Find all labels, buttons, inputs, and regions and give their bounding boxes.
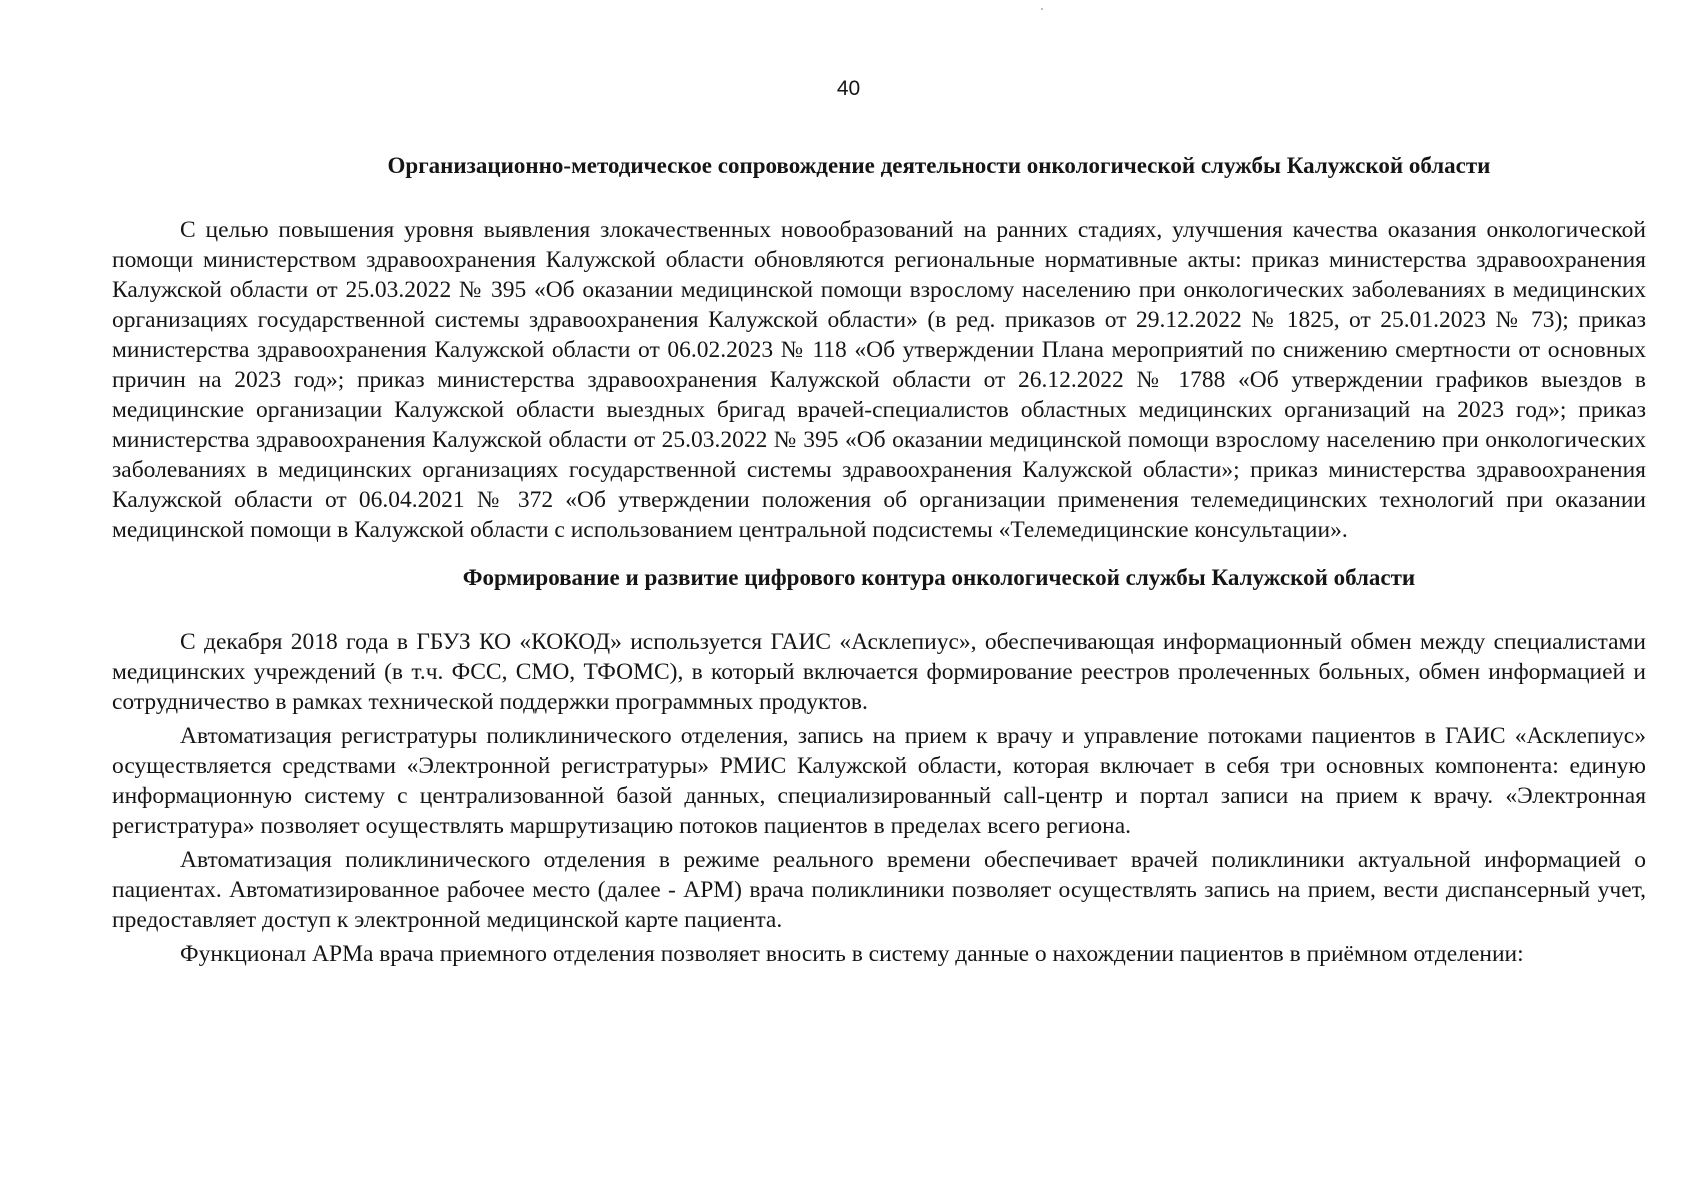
paragraph-polyclinic-automation: Автоматизация поликлинического отделения в режиме реального времени обеспечивает врачей поликлиники актуальной информацией о пациентах. Автоматизированное рабочее место (далее - АРМ) врача поликлиники позволяет осуществлять запись на прием, вести диспансерный учет, предоставляет доступ к электронной медицинской карте пациента. [112, 847, 1646, 933]
paragraph-regulatory-acts: С целью повышения уровня выявления злокачественных новообразований на ранних стадиях, улучшения качества оказания онкологической помощи министерством здравоохранения Калужской области обновляются региональные нормативные акты: приказ министерства здравоохранения Калужской области от 25.03.2022 № 395 «Об оказании медицинской помощи взрослому населению при онкологических заболеваниях в медицинских организациях государственной системы здравоохранения Калужской области» (в ред. приказов от 29.12.2022 № 1825, от 25.01.2023 № 73); приказ министерства здравоохранения Калужской области от 06.02.2023 № 118 «Об утверждении Плана мероприятий по снижению смертности от основных причин на 2023 год»; приказ министерства здравоохранения Калужской области от 26.12.2022 № 1788 «Об утверждении графиков выездов в медицинские организации Калужской области выездных бригад врачей-специалистов областных медицинских организаций на 2023 год»; приказ министерства здравоохранения Калужской области от 25.03.2022 № 395 «Об оказании медицинской помощи взрослому населению при онкологических заболеваниях в медицинских организациях государственной системы здравоохранения Калужской области»; приказ министерства здравоохранения Калужской области от 06.04.2021 № 372 «Об утверждении положения об организации применения телемедицинских технологий при оказании медицинской помощи в Калужской области с использованием центральной подсистемы «Телемедицинские консультации». [112, 217, 1646, 543]
page-number: 40 [836, 77, 861, 100]
paragraph-gais-asklepius: С декабря 2018 года в ГБУЗ КО «КОКОД» используется ГАИС «Асклепиус», обеспечивающая информационный обмен между специалистами медицинских учреждений (в т.ч. ФСС, СМО, ТФОМС), в который включается формирование реестров пролеченных больных, обмен информацией и сотрудничество в рамках технической поддержки программных продуктов. [112, 629, 1646, 715]
page-content [112, 150, 1646, 969]
section-title-organizational: Организационно-методическое сопровождение деятельности онкологической службы Калужской области [387, 153, 1491, 178]
paragraph-admission-arm: Функционал АРМа врача приемного отделения позволяет вносить в систему данные о нахождении пациентов в приёмном отделении: [180, 941, 1524, 967]
section-title-digital-circuit: Формирование и развитие цифрового контура онкологической службы Калужской области [462, 565, 1416, 590]
scan-speck [1041, 8, 1043, 10]
paragraph-registry-automation: Автоматизация регистратуры поликлинического отделения, запись на прием к врачу и управление потоками пациентов в ГАИС «Асклепиус» осуществляется средствами «Электронной регистратуры» РМИС Калужской области, которая включает в себя три основных компонента: единую информационную систему с централизованной базой данных, специализированный call-центр и портал записи на прием к врачу. «Электронная регистратура» позволяет осуществлять маршрутизацию потоков пациентов в пределах всего региона. [112, 723, 1646, 839]
